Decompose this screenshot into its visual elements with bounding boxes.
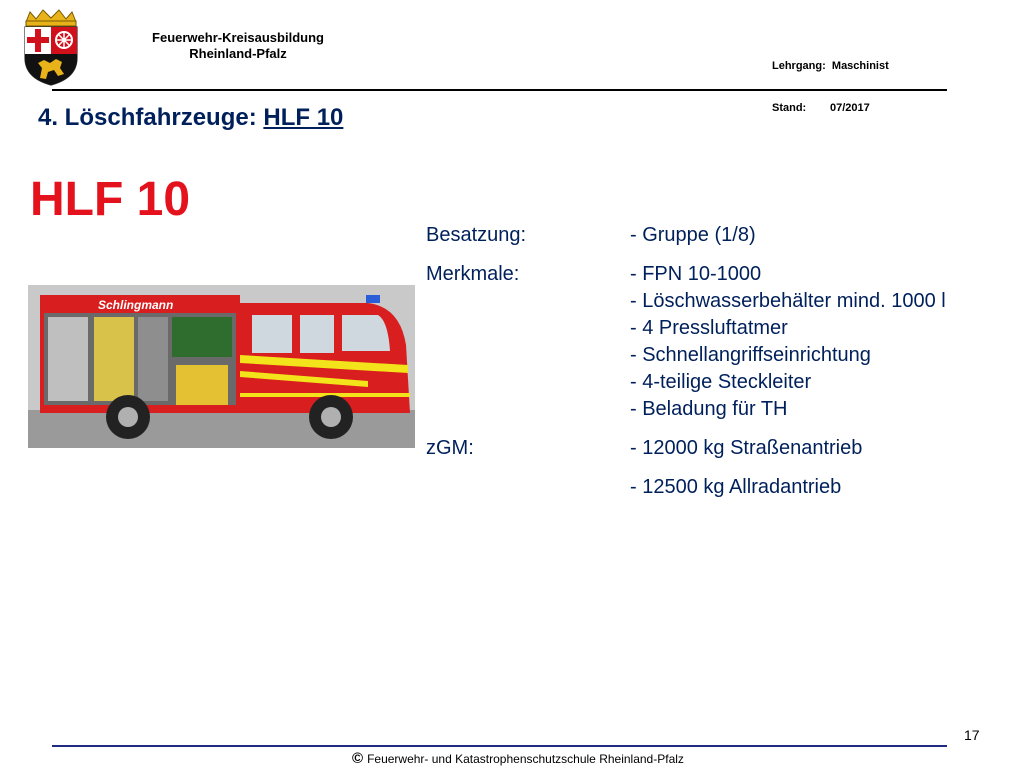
footer <box>352 750 684 767</box>
course-label: Lehrgang: <box>772 60 826 72</box>
besatzung-label: Besatzung: <box>426 224 527 246</box>
org-line-1: Feuerwehr-Kreisausbildung <box>152 30 324 45</box>
zgm-item: - 12000 kg Straßenantrieb <box>630 437 863 459</box>
zgm-label: zGM: <box>426 437 474 459</box>
copyright-symbol: © <box>352 750 364 767</box>
course-value: Maschinist <box>831 60 889 72</box>
header-divider <box>52 89 947 91</box>
zgm-row <box>426 435 946 501</box>
organization-name <box>120 30 356 62</box>
org-line-2: Rheinland-Pfalz <box>189 46 287 61</box>
merkmal-item: - FPN 10-1000 <box>630 263 762 285</box>
coat-of-arms-logo <box>20 8 82 86</box>
besatzung-row <box>426 222 946 249</box>
merkmal-item: - 4 Pressluftatmer <box>630 317 788 339</box>
section-prefix: 4. Löschfahrzeuge: <box>38 104 264 131</box>
specs-panel <box>426 222 946 501</box>
truck-brand-text: Schlingmann <box>98 298 174 312</box>
course-info <box>772 31 889 129</box>
stand-label: Stand: <box>772 102 807 114</box>
fire-truck-image <box>28 285 415 448</box>
merkmal-item: - Löschwasserbehälter mind. 1000 l <box>630 290 946 312</box>
merkmal-item: - Beladung für TH <box>630 398 788 420</box>
page-title: HLF 10 <box>30 173 191 226</box>
besatzung-value: - Gruppe (1/8) <box>630 224 756 246</box>
section-link-hlf10[interactable]: HLF 10 <box>263 104 344 131</box>
section-title <box>38 104 343 132</box>
zgm-item: - 12500 kg Allradantrieb <box>630 476 842 498</box>
merkmal-item: - Schnellangriffseinrichtung <box>630 344 871 366</box>
footer-text: Feuerwehr- und Katastrophenschutzschule Rheinland-Pfalz <box>367 752 684 766</box>
footer-divider <box>52 745 947 747</box>
merkmale-label: Merkmale: <box>426 263 520 285</box>
page-number: 17 <box>964 727 980 743</box>
stand-value: 07/2017 <box>830 102 870 114</box>
merkmale-row <box>426 261 946 423</box>
merkmal-item: - 4-teilige Steckleiter <box>630 371 812 393</box>
